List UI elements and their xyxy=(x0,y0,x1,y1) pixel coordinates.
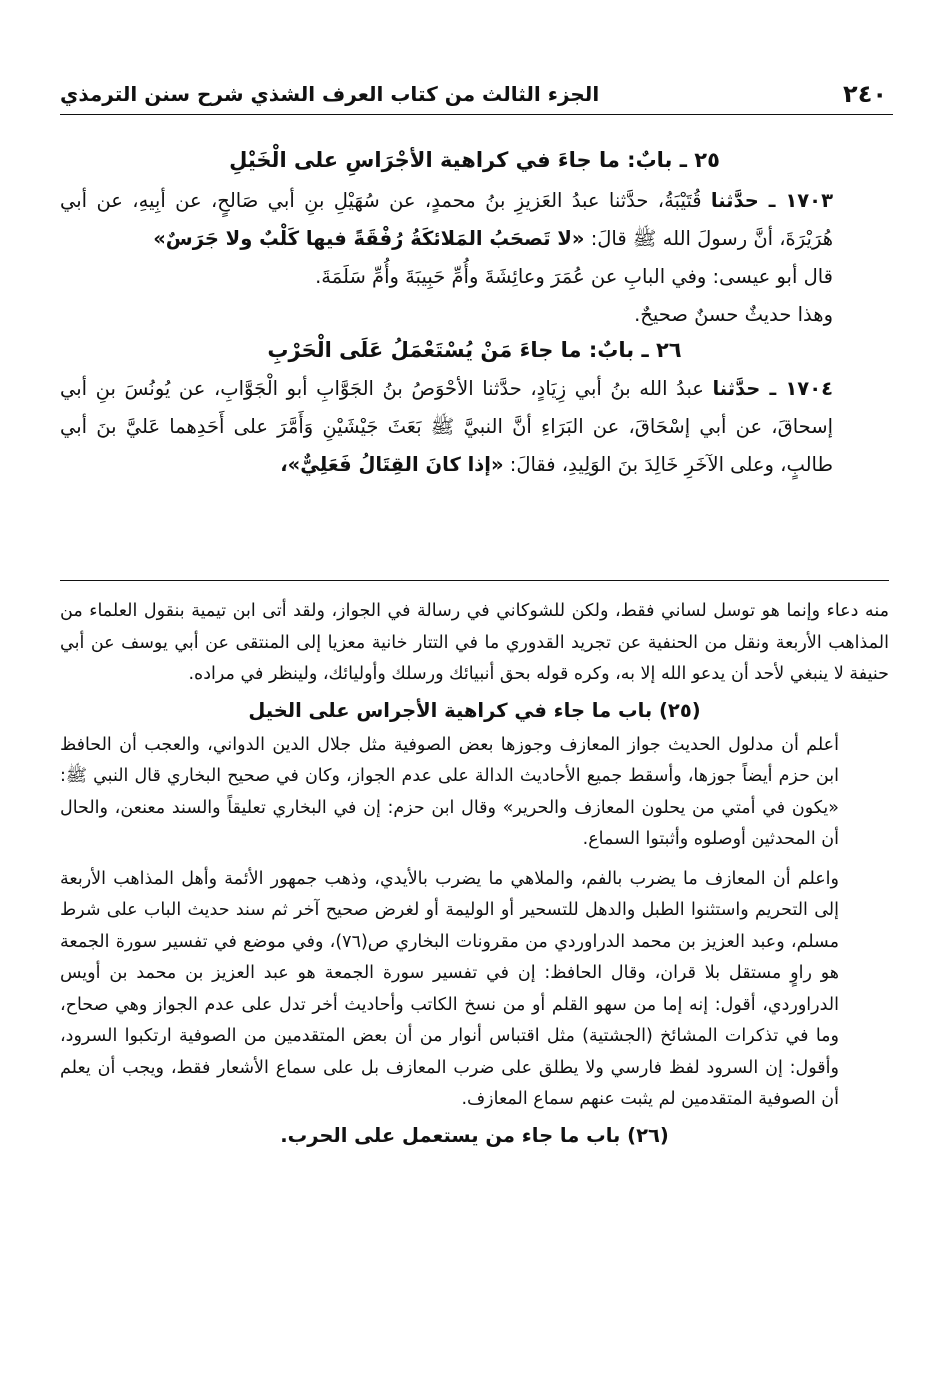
main-text xyxy=(60,140,889,484)
page-number: ٢٤٠ xyxy=(843,80,887,108)
running-title: الجزء الثالث من كتاب العرف الشذي شرح سنن الترمذي xyxy=(60,82,600,106)
hadith-1703-quote: «لا تَصحَبُ المَلائكَةُ رُفْقَةً فيها كَلْبٌ ولا جَرَسٌ» xyxy=(153,227,585,250)
footnote-divider xyxy=(60,580,889,581)
hadith-1704-quote: «إذا كانَ القِتَالُ فَعَلِيٌّ»، xyxy=(280,453,504,476)
chapter-26-heading: ٢٦ ـ بابٌ: ما جاءَ مَنْ يُسْتَعْمَلُ عَلَى الْحَرْبِ xyxy=(267,338,682,362)
hadith-1704-text: عبدُ الله بنُ أبي زِيَادٍ، حدَّثنا الأحْوَصُ بنُ الجَوَّابِ أبو الْجَوَّابِ، عن يُونُسَ بنِ أبي إسحاقَ، عن أبي إسْحَاقَ، عن البَرَاءِ أنَّ النبيَّ ﷺ بَعَثَ جَيْشَيْنِ وَأَمَّرَ على أَحَدِهما عَليَّ بنَ أبي طالبٍ، وعلى الآخَرِ خَالِدَ بنَ الوَلِيدِ، فقالَ: xyxy=(60,377,833,476)
hadith-1704-number: ١٧٠٤ ـ حدَّثنا xyxy=(712,377,833,400)
hadith-1703-text: قُتَيْبَةُ، حدَّثنا عبدُ العَزيزِ بنُ محمدٍ، عن سُهَيْلِ بنِ أبي صَالحٍ، عن أبِيهِ، عن أبي هُرَيْرَةَ، أنَّ رسولَ الله ﷺ قالَ: xyxy=(60,189,833,250)
commentary-heading-26: (٢٦) باب ما جاء من يستعمل على الحرب. xyxy=(280,1123,669,1147)
chapter-25-heading: ٢٥ ـ بابٌ: ما جاءَ في كراهية الأجْرَاسِ على الْخَيْلِ xyxy=(229,148,720,172)
commentary-section xyxy=(60,596,889,1155)
commentary-paragraph-2: أعلم أن مدلول الحديث جواز المعازف وجوزها بعض الصوفية مثل جلال الدين الدواني، والعجب أن الحافظ ابن حزم أيضاً جوزها، وأسقط جميع الأحاديث الدالة على عدم الجواز، وكان في صحيح البخاري قال النبي ﷺ: «يكون في أمتي من يحلون المعازف والحرير» وقال ابن حزم: إن في البخاري تعليقاً والسند معنعن، والحال أن المحدثين أوصلوه وأثبتوا السماع. xyxy=(60,734,839,849)
hadith-1703-number: ١٧٠٣ ـ حدَّثنا xyxy=(710,189,833,212)
commentary-heading-25: (٢٥) باب ما جاء في كراهية الأجراس على الخيل xyxy=(248,698,701,722)
commentary-paragraph-3: واعلم أن المعازف ما يضرب بالفم، والملاهي ما يضرب بالأيدي، وذهب جمهور الأئمة وأهل المذاهب الأربعة إلى التحريم واستثنوا الطبل والدهل للتسحير أو الوليمة أو لغرض صحيح آخر ثم سند حديث الباب على شرط مسلم، وعبد العزيز بن محمد الدراوردي من مقرونات البخاري ص(٧٦)، وفي موضع في تفسير سورة الجمعة هو راوٍ مستقل بلا قران، وقال الحافظ: إن في تفسير سورة الجمعة هو عبد العزيز بن محمد بن أويس الدراوردي، أقول: إنه إما من سهو القلم أو من نسخ الكاتب وأحاديث أخر تدل على عدم الجواز وهي صحاح، وما في تذكرات المشائخ (الجشتية) مثل اقتباس أنوار من أن بعض المتقدمين من الصوفية ارتكبوا السرود، وأقول: إن السرود لفظ فارسي ولا يطلق على ضرب المعازف بل على سماع الأشعار فقط، ويجب أن يعلم أن الصوفية المتقدمين لم يثبت عنهم سماع المعازف. xyxy=(60,868,839,1109)
commentary-paragraph-1: منه دعاء وإنما هو توسل لساني فقط، ولكن للشوكاني في رسالة في الجواز، ولقد أتى ابن تيمية بنقول العلماء من المذاهب الأربعة ونقل من الحنفية عن تجريد القدوري ما في التتار خانية معزيا إلى المنتقى عن أبي يوسف عن أبي حنيفة لا ينبغي لأحد أن يدعو الله إلا به، وكره قوله بحق أنبيائك ورسلك وأوليائك، ولينظر في مراده. xyxy=(60,601,889,684)
hadith-1704 xyxy=(60,370,889,484)
page-header xyxy=(60,78,893,115)
hadith-grading: وهذا حديثٌ حسنٌ صحيحٌ. xyxy=(634,303,833,326)
abu-isa-note: قال أبو عيسى: وفي البابِ عن عُمَرَ وعائِشَةَ وأُمِّ حَبِيبَةَ وأُمِّ سَلَمَةَ. xyxy=(315,265,833,288)
paragraph-gap xyxy=(60,856,889,864)
hadith-1703 xyxy=(60,182,889,258)
